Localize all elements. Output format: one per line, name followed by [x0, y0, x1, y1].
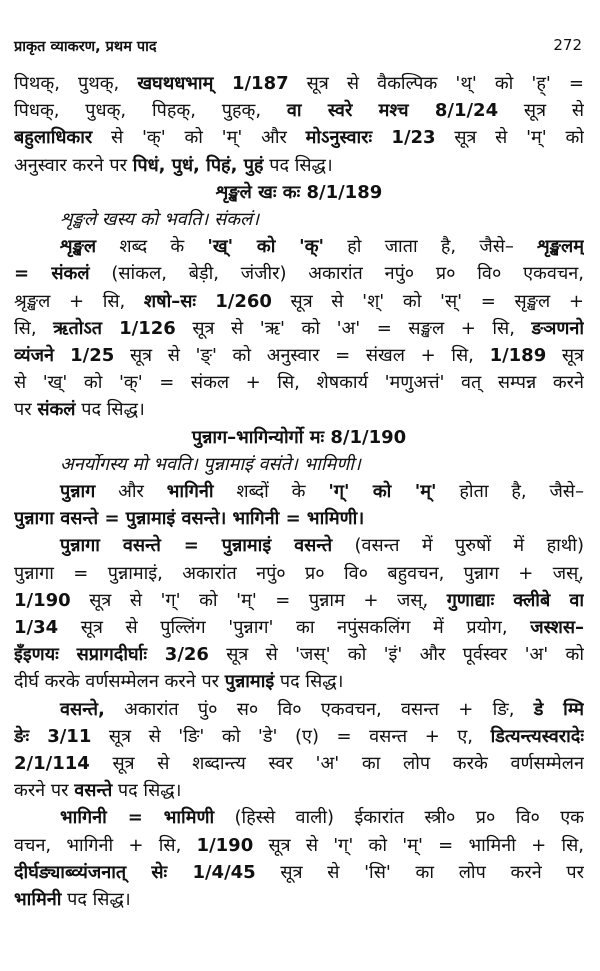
text-line: अनर्योगस्य मो भवति। पुन्नामाइं वसंते। भामिणी।: [60, 453, 361, 475]
text-line: = संकलं (सांकल, बेड़ी, जंजीर) अकारांत नपुं० प्र० वि० एकवचन,: [14, 263, 584, 285]
text-line: पुन्नागा वसन्ते = पुन्नामाइं वसन्ते। भागिनी = भामिणी।: [14, 508, 365, 530]
text-line: 2/1/114 सूत्र से शब्दान्त्य स्वर 'अ' का लोप करके वर्णसम्मेलन: [14, 753, 584, 775]
text-line: भामिनी पद सिद्ध।: [14, 889, 131, 911]
running-head: प्राकृत व्याकरण, प्रथम पाद: [14, 39, 157, 55]
text-line: वसन्ते, अकारांत पुं० स० वि० एकवचन, वसन्त + ङि, डे म्मि: [60, 698, 584, 720]
text-line: 1/34 सूत्र से पुल्लिंग 'पुन्नाग' का नपुंसकलिंग में प्रयोग, जस्शस–: [14, 617, 584, 639]
text-line: भागिनी = भामिणी (हिस्से वाली) ईकारांत स्त्री० प्र० वि० एक: [60, 807, 584, 829]
text-line: श्रृङ्खल + सि, शषो–सः 1/260 सूत्र से 'श्' को 'स्' = सृङ्खल +: [14, 290, 584, 312]
text-line: शृङ्खल शब्द के 'ख्' को 'क्' हो जाता है, जैसे– शृङ्खलम्: [60, 236, 584, 258]
text-line: 1/190 सूत्र से 'ग्' को 'म्' = पुन्नाम + जस्, गुणाद्याः क्लीबे वा: [14, 589, 584, 611]
text-line: करने पर वसन्ते पद सिद्ध।: [14, 780, 182, 802]
text-line: इँइणयः सप्रागदीर्घाः 3/26 सूत्र से 'जस्' को 'इं' और पूर्वस्वर 'अ' को: [14, 644, 584, 666]
text-line: अनुस्वार करने पर पिधं, पुधं, पिहं, पुहं पद सिद्ध।: [14, 154, 333, 176]
text-line: पर संकलं पद सिद्ध।: [14, 399, 145, 421]
text-line: पुन्नागा = पुन्नामाइं, अकारांत नपुं० प्र० वि० बहुवचन, पुन्नाग + जस्,: [14, 562, 584, 584]
text-line: शृङ्खले खस्य को भवति। संकलं।: [60, 209, 260, 231]
text-line: दीर्घ करके वर्णसम्मेलन करने पर पुन्नामाइं पद सिद्ध।: [14, 671, 344, 693]
text-line: वचन, भागिनी + सि, 1/190 सूत्र से 'ग्' को 'म्' = भामिनी + सि,: [14, 834, 584, 856]
text-line: बहुलाधिकार से 'क्' को 'म्' और मोऽनुस्वारः 1/23 सूत्र से 'म्' को: [14, 127, 584, 149]
text-line: शृङ्खले खः कः 8/1/189: [215, 181, 383, 203]
page-number: 272: [553, 36, 582, 54]
text-line: सि, ऋतोऽत 1/126 सूत्र से 'ऋ' को 'अ' = सङ्खल + सि, ङञणनो: [14, 317, 584, 339]
text-line: पिथक्, पुथक्, खघथधभाम् 1/187 सूत्र से वैकल्पिक 'थ्' को 'ह्' =: [14, 73, 584, 94]
text-line: व्यंजने 1/25 सूत्र से 'ङ्' को अनुस्वार = संखल + सि, 1/189 सूत्र: [14, 345, 584, 367]
text-line: दीर्घङ्याब्व्यंजनात् सेः 1/4/45 सूत्र से 'सि' का लोप करने पर: [14, 861, 584, 883]
page-header: [14, 36, 582, 56]
text-line: ङेः 3/11 सूत्र से 'ङि' को 'डे' (ए) = वसन्त + ए, डित्यन्त्यस्वरादेः: [14, 725, 584, 747]
text-line: पिधक्, पुधक्, पिहक्, पुहक्, वा स्वरे मश्च 8/1/24 सूत्र से: [14, 100, 584, 122]
text-line: पुन्नाग–भागिन्योर्गो मः 8/1/190: [191, 426, 407, 448]
text-line: पुन्नागा वसन्ते = पुन्नामाइं वसन्ते (वसन्त में पुरुषों में हाथी): [60, 535, 584, 557]
text-line: पुन्नाग और भागिनी शब्दों के 'ग्' को 'म्' होता है, जैसे–: [60, 481, 584, 503]
text-line: से 'ख्' को 'क्' = संकल + सि, शेषकार्य 'मणुअत्तं' वत् सम्पन्न करने: [14, 372, 584, 394]
page-body: [14, 70, 584, 913]
